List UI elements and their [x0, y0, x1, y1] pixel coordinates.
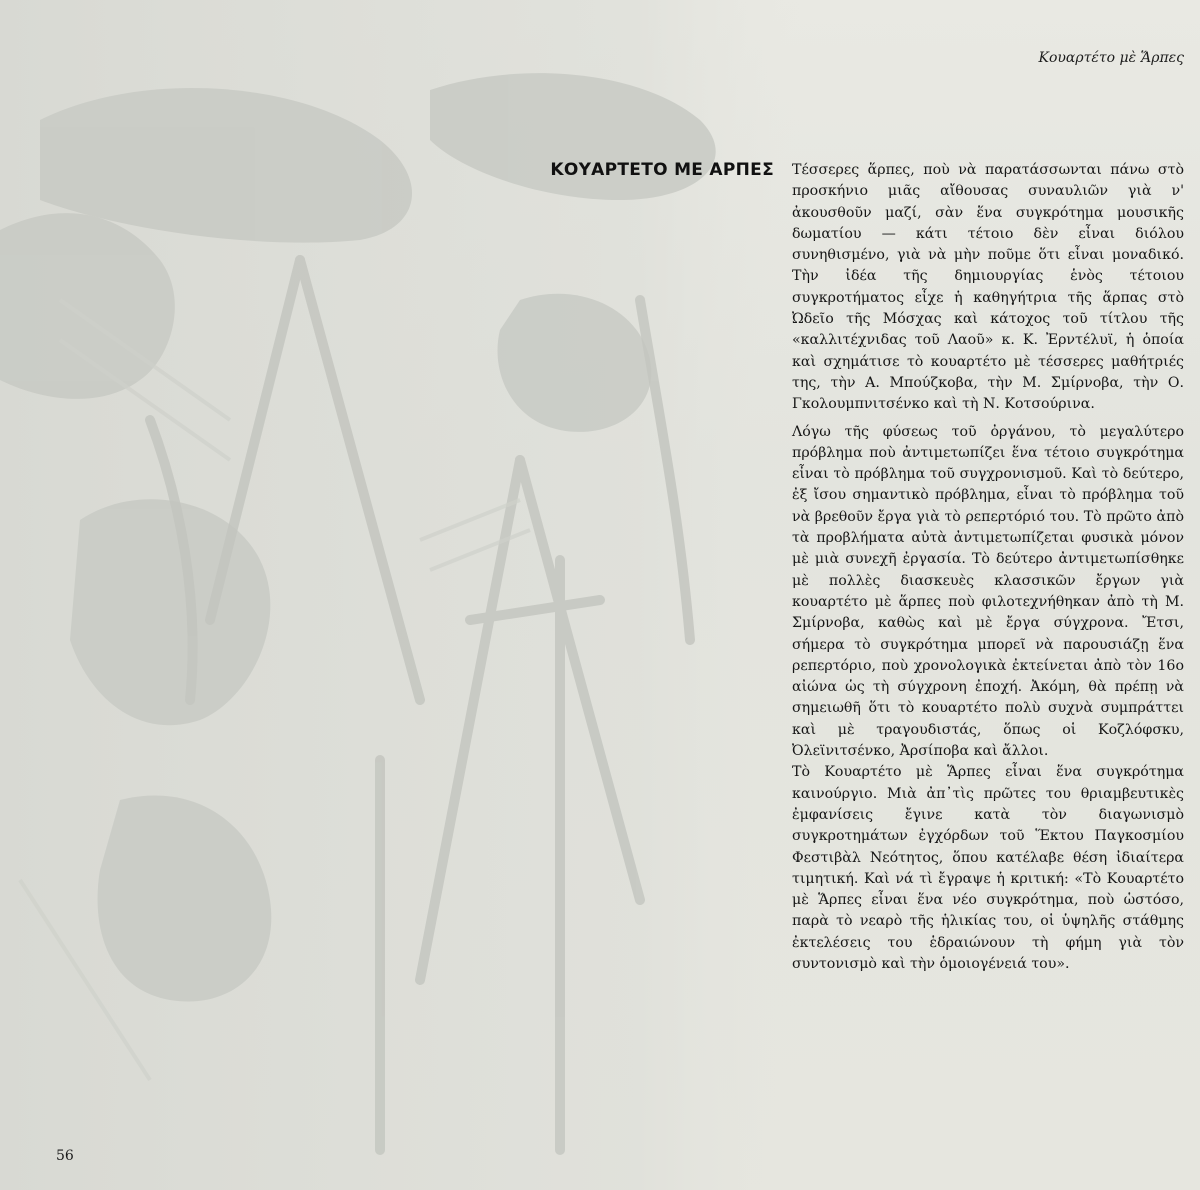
running-head: Κουαρτέτο μὲ Ἅρπες — [1038, 50, 1184, 66]
page-number: 56 — [56, 1148, 74, 1164]
paragraph-2: Λόγω τῆς φύσεως τοῦ ὀργάνου, τὸ μεγαλύτερο πρόβλημα ποὺ ἀντιμετωπίζει ἕνα τέτοιο συγκρότημα εἶναι τὸ πρόβλημα τοῦ συγχρονισμοῦ. Καὶ τὸ δεύτερο, ἐξ ἴσου σημαντικὸ πρόβλημα, εἶναι τὸ πρόβλημα τοῦ νὰ βρεθοῦν ἔργα γιὰ τὸ ρεπερτόριό του. Τὸ πρῶτο ἀπὸ τὰ προβλήματα αὐτὰ ἀντιμετωπίζεται φυσικὰ μόνον μὲ μιὰ συνεχῆ ἐργασία. Τὸ δεύτερο ἀντιμετωπίσθηκε μὲ πολλὲς διασκευὲς κλασσικῶν ἔργων γιὰ κουαρτέτο μὲ ἅρπες ποὺ φιλοτεχνήθηκαν ἀπὸ τὴ Μ. Σμίρνοβα, καθὼς καὶ μὲ ἔργα σύγχρονα. Ἔτσι, σήμερα τὸ συγκρότημα μπορεῖ νὰ παρουσιάζῃ ἕνα ρεπερτόριο, ποὺ χρονολογικὰ ἐκτείνεται ἀπὸ τὸν 16ο αἰώνα ὡς τὴ σύγχρονη ἐποχή. Ἀκόμη, θὰ πρέπῃ νὰ σημειωθῆ ὅτι τὸ κουαρτέτο πολὺ συχνὰ συμπράττει καὶ μὲ τραγουδιστάς, ὅπως οἱ Κοζλόφσκυ, Ὀλεϊνιτσένκο, Ἀρσίποβα καὶ ἄλλοι. — [792, 423, 1184, 760]
article-body — [792, 160, 1184, 981]
article-title: ΚΟΥΑΡΤΕΤΟ ΜΕ ΑΡΠΕΣ — [550, 160, 774, 180]
paragraph-3: Τὸ Κουαρτέτο μὲ Ἅρπες εἶναι ἕνα συγκρότημα καινούργιο. Μιὰ ἀπ᾽τὶς πρῶτες του θριαμβευτικὲς ἐμφανίσεις ἔγινε κατὰ τὸν διαγωνισμὸ συγκροτημάτων ἐγχόρδων τοῦ Ἕκτου Παγκοσμίου Φεστιβὰλ Νεότητος, ὅπου κατέλαβε θέση ἰδιαίτερα τιμητική. Καὶ νά τὶ ἔγραψε ἡ κριτική: «Τὸ Κουαρτέτο μὲ Ἅρπες εἶναι ἕνα νέο συγκρότημα, ποὺ ὡστόσο, παρὰ τὸ νεαρὸ τῆς ἡλικίας του, οἱ ὑψηλῆς στάθμης ἐκτελέσεις του ἑδραιώνουν τὴ φήμη γιὰ τὸν συντονισμὸ καὶ τὴν ὁμοιογένειά του». — [792, 764, 1184, 972]
paragraph-1: Τέσσερες ἅρπες, ποὺ νὰ παρατάσσωνται πάνω στὸ προσκήνιο μιᾶς αἴθουσας συναυλιῶν γιὰ ν' ἀκουσθοῦν μαζί, σὰν ἕνα συγκρότημα μουσικῆς δωματίου — κάτι τέτοιο δὲν εἶναι διόλου συνηθισμένο, γιὰ νὰ μὴν ποῦμε ὅτι εἶναι μοναδικό. Τὴν ἰδέα τῆς δημιουργίας ἑνὸς τέτοιου συγκροτήματος εἶχε ἡ καθηγήτρια τῆς ἅρπας στὸ Ὠδεῖο τῆς Μόσχας καὶ κάτοχος τοῦ τίτλου τῆς «καλλιτέχνιδας τοῦ Λαοῦ» κ. Κ. Ἐρντέλυϊ, ἡ ὁποία καὶ σχημάτισε τὸ κουαρτέτο μὲ τέσσερες μαθήτριές της, τὴν Α. Μπούζκοβα, τὴν Μ. Σμίρνοβα, τὴν Ο. Γκολουμπνιτσένκο καὶ τὴ Ν. Κοτσούρινα. — [792, 162, 1184, 413]
